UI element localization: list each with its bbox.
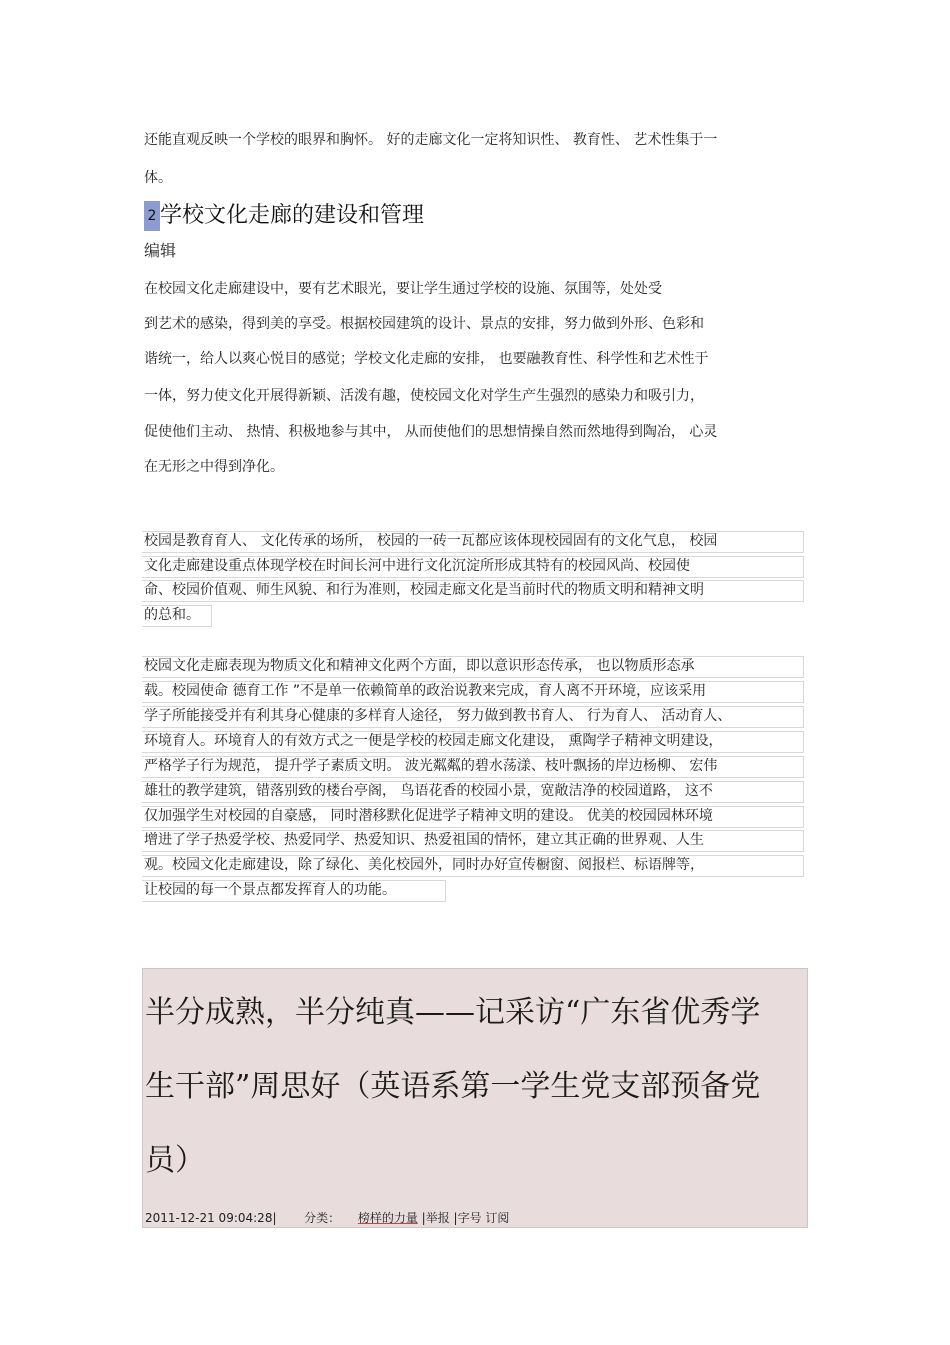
paragraph-line: 仅加强学生对校园的自豪感， 同时潜移默化促进学子精神文明的建设。 优美的校园园林环境: [142, 806, 804, 828]
article-title-line: 生干部”周思好（英语系第一学生党支部预备党: [145, 1069, 761, 1104]
paragraph-line: 命、校园价值观、师生风貌、和行为准则，校园走廊文化是当前时代的物质文明和精神文明: [142, 580, 804, 602]
intro-line-2: 体。: [144, 170, 172, 186]
paragraph-line: 环境育人。环境育人的有效方式之一便是学校的校园走廊文化建设， 熏陶学子精神文明建设，: [142, 731, 804, 753]
article-title-line: 半分成熟，半分纯真——记采访“广东省优秀学: [145, 995, 761, 1030]
article-title-line: 员）: [145, 1143, 205, 1178]
article-meta: [145, 1211, 509, 1225]
article-header: [142, 968, 808, 1228]
paragraph-line: 校园是教育育人、 文化传承的场所， 校园的一砖一瓦都应该体现校园固有的文化气息， 校园: [142, 531, 804, 553]
paragraph-line: 文化走廊建设重点体现学校在时间长河中进行文化沉淀所形成其特有的校园风尚、校园使: [142, 556, 804, 578]
paragraph-line: 观。校园文化走廊建设，除了绿化、美化校园外，同时办好宣传橱窗、阅报栏、标语牌等，: [142, 855, 804, 877]
intro-line-1: 还能直观反映一个学校的眼界和胸怀。 好的走廊文化一定将知识性、 教育性、 艺术性集于一: [144, 132, 718, 148]
paragraph-line: 严格学子行为规范， 提升学子素质文明。 波光粼粼的碧水荡漾、枝叶飘扬的岸边杨柳、 宏伟: [142, 756, 804, 778]
paragraph-line: 在校园文化走廊建设中，要有艺术眼光，要让学生通过学校的设施、氛围等，处处受: [144, 281, 662, 297]
paragraph-line: 到艺术的感染，得到美的享受。根据校园建筑的设计、景点的安排，努力做到外形、色彩和: [144, 316, 704, 332]
paragraph-line: 谐统一，给人以爽心悦目的感觉；学校文化走廊的安排， 也要融教育性、科学性和艺术性于: [144, 351, 709, 367]
paragraph-line: 学子所能接受并有利其身心健康的多样育人途径， 努力做到教书育人、 行为育人、 活动育人、: [142, 706, 804, 728]
paragraph-line: 增进了学子热爱学校、热爱同学、热爱知识、热爱祖国的情怀，建立其正确的世界观、人生: [142, 830, 804, 852]
paragraph-line: 雄壮的教学建筑，错落别致的楼台亭阁， 鸟语花香的校园小景，宽敞洁净的校园道路， 这不: [142, 781, 804, 803]
paragraph-line: 一体，努力使文化开展得新颖、活泼有趣，使校园文化对学生产生强烈的感染力和吸引力，: [144, 388, 704, 404]
section-heading: [144, 201, 424, 231]
article-datetime: 2011-12-21 09:04:28|: [145, 1211, 277, 1225]
paragraph-line: 载。校园使命 德育工作 ”不是单一依赖简单的政治说教来完成，育人离不开环境，应该采用: [142, 681, 804, 703]
paragraph-line: 让校园的每一个景点都发挥育人的功能。: [142, 880, 446, 902]
article-actions[interactable]: |举报 |字号 订阅: [421, 1211, 510, 1225]
section-title: 学校文化走廊的建设和管理: [160, 203, 425, 228]
category-label: 分类：: [304, 1211, 341, 1225]
paragraph-line: 校园文化走廊表现为物质文化和精神文化两个方面，即以意识形态传承， 也以物质形态承: [142, 656, 804, 678]
paragraph-line: 在无形之中得到净化。: [144, 459, 284, 475]
paragraph-line: 的总和。: [142, 605, 212, 627]
edit-link[interactable]: 编辑: [144, 241, 177, 260]
section-number: 2: [144, 201, 160, 231]
category-link[interactable]: 榜样的力量: [357, 1211, 418, 1225]
paragraph-line: 促使他们主动、 热情、积极地参与其中， 从而使他们的思想情操自然而然地得到陶冶， 心灵: [144, 424, 718, 440]
